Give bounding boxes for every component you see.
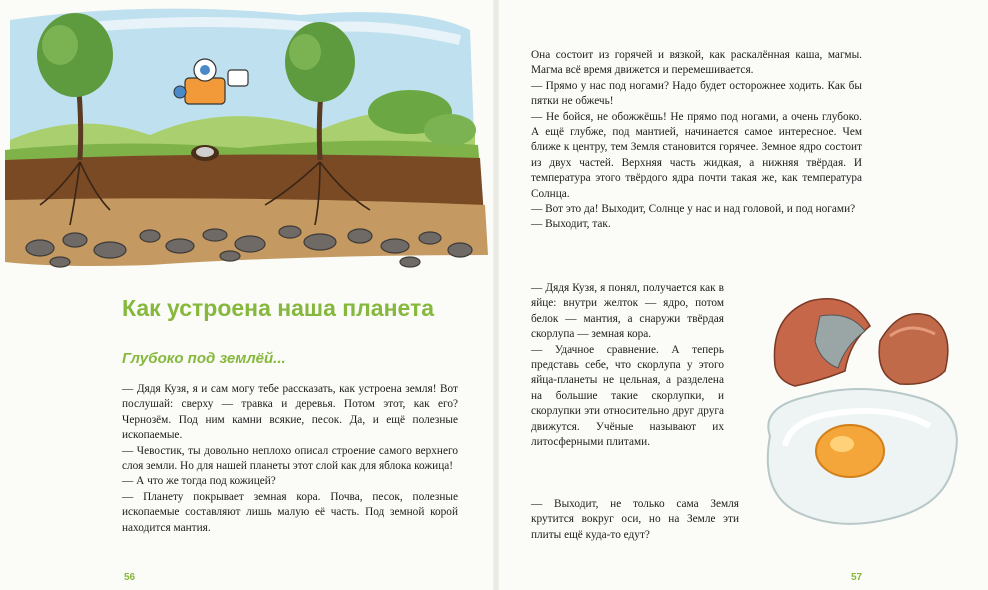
book-gutter <box>493 0 499 590</box>
soil-cross-section-illustration <box>0 0 490 300</box>
paragraph: — Чевостик, ты довольно неплохо описал строение самого верхнего слоя земли. Но для нашей планеты этот слой как для яблока кожица! <box>122 444 458 473</box>
cracked-egg-illustration <box>750 286 970 546</box>
page-number-left: 56 <box>124 572 136 583</box>
paragraph: — Вот это да! Выходит, Солнце у нас и над головой, и под ногами? <box>531 203 856 216</box>
chapter-title: Как устроена наша планета <box>122 295 435 321</box>
right-page-text-top <box>531 48 862 233</box>
paragraph: — Выходит, так. <box>531 218 611 231</box>
paragraph: — Планету покрывает земная кора. Почва, песок, полезные ископаемые составляют лишь малую её часть. Под земной корой находится мантия. <box>122 490 458 534</box>
paragraph: Она состоит из горячей и вязкой, как раскалённая каша, магмы. Магма всё время движется и перемешивается. <box>531 49 862 77</box>
paragraph: — А что же тогда под кожицей? <box>122 475 276 488</box>
paragraph: — Прямо у нас под ногами? Надо будет осторожнее ходить. Как бы пятки не обжечь! <box>531 79 862 108</box>
right-page-text-bottom <box>531 497 739 543</box>
right-page-text-narrow <box>531 281 724 450</box>
page-number-right: 57 <box>851 572 863 583</box>
paragraph: — Дядя Кузя, я понял, получается как в яйце: внутри желток — ядро, потом белок — мантия, а снаружи твёрдая скорлупа — земная кора. <box>531 282 724 341</box>
paragraph: — Удачное сравнение. А теперь представь себе, что скорлупа у этого яйца-планеты не цельная, а разделена на большие такие скорлупки, и скорлупки эти относительно друг друга движутся. Учёные называют их литосферными плитами. <box>531 343 724 449</box>
paragraph: — Дядя Кузя, я и сам могу тебе рассказать, как устроена земля! Вот послушай: сверху — травка и деревья. Потом этот, как его? Чернозём. Под ним камни всякие, песок. Да, и ещё полезные ископаемые. <box>122 383 458 442</box>
left-page-text <box>122 382 458 536</box>
paragraph: — Выходит, не только сама Земля крутится вокруг оси, но на Земле эти плиты ещё куда-то едут? <box>531 498 739 541</box>
paragraph: — Не бойся, не обожжёшь! Не прямо под ногами, а очень глубоко. А ещё глубже, под мантией, начинается самое интересное. Чем ближе к центру, тем Земля становится горячее. Земное ядро состоит из двух частей. Верхняя часть жидкая, а нижняя твёрдая. И температура этого твёрдого ядра почти такая же, как температура Солнца. <box>531 110 862 200</box>
chapter-subtitle: Глубоко под землёй... <box>122 350 286 367</box>
